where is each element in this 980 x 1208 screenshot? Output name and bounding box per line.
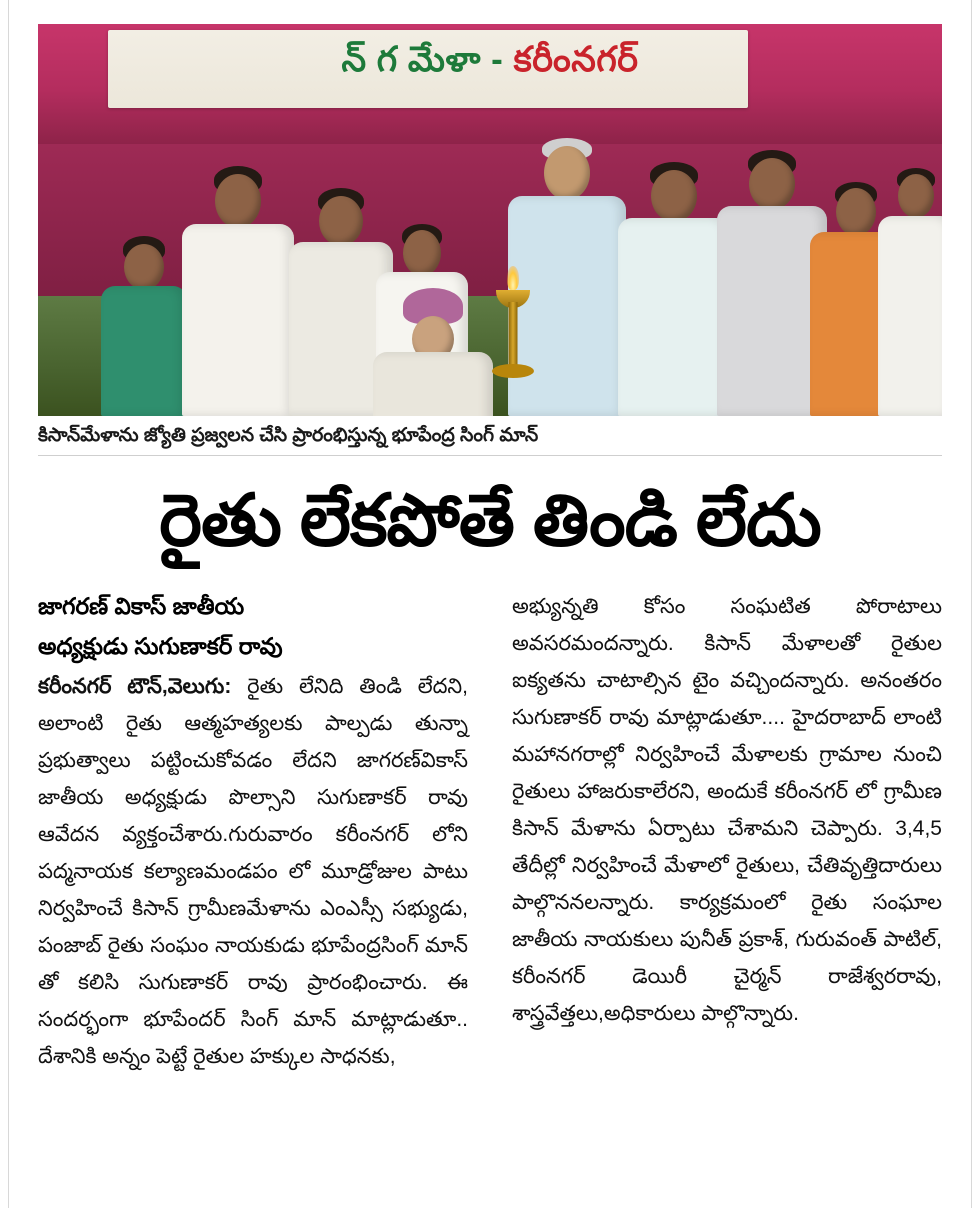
- headline: రైతు లేకపోతే తిండి లేదు: [159, 481, 821, 561]
- right-column-text: అభ్యున్నతి కోసం సంఘటిత పోరాటాలు అవసరమందన్నారు. కిసాన్ మేళాలతో రైతుల ఐక్యతను చాటాల్సిన టైం వచ్చిందన్నారు. అనంతరం సుగుణాకర్ రావు మాట్లాడుతూ.... హైదరాబాద్ లాంటి మహానగరాల్లో నిర్వహించే మేళాలకు గ్రామాల నుంచి రైతులు హాజరుకాలేరని, అందుకే కరీంనగర్ లో గ్రామీణ కిసాన్ మేళాను ఏర్పాటు చేశామని చెప్పారు. 3,4,5 తేదీల్లో నిర్వహించే మేళాలో రైతులు, చేతివృత్తిదారులు పాల్గొననలన్నారు. కార్యక్రమంలో రైతు సంఘాల జాతీయ నాయకులు పునీత్ ప్రకాశ్, గురువంత్ పాటిల్, కరీంనగర్ డెయిరీ చైర్మన్ రాజేశ్వరరావు, శాస్త్రవేత్తలు,అధికారులు పాల్గొన్నారు.: [512, 595, 942, 1025]
- article-photo: [38, 24, 942, 416]
- banner-text-red: కరీంనగర్: [513, 40, 639, 79]
- person-head: [319, 196, 363, 246]
- dateline: కరీంనగర్ టౌన్,వెలుగు:: [38, 675, 232, 698]
- person-head: [215, 174, 261, 228]
- photo-caption: కిసాన్‌మేళాను జ్యోతి ప్రజ్వలన చేసి ప్రారంభిస్తున్న భూపేంద్ర సింగ్ మాన్: [38, 425, 539, 446]
- kicker-line-2: అధ్యక్షుడు సుగుణాకర్ రావు: [38, 633, 283, 659]
- article-column-left: [38, 588, 468, 1075]
- person-head: [898, 174, 934, 218]
- page-rule-left: [8, 0, 9, 1208]
- person-body: [182, 224, 294, 416]
- left-column-body: [38, 668, 468, 1075]
- photo-person: [98, 166, 190, 416]
- photo-person: [178, 116, 298, 416]
- caption-divider: [38, 455, 942, 456]
- article-column-right: [512, 588, 942, 1075]
- person-head: [544, 146, 590, 200]
- person-head: [749, 158, 795, 210]
- photo-person-turban: [368, 176, 498, 416]
- article-columns: [38, 588, 942, 1075]
- photo-person: [876, 116, 942, 416]
- oil-lamp: [490, 258, 536, 378]
- lamp-flame: [507, 266, 519, 290]
- person-head: [124, 244, 164, 290]
- person-head: [651, 170, 697, 222]
- lamp-stem: [509, 302, 518, 368]
- person-head: [836, 188, 876, 236]
- left-column-text: రైతు లేనిది తిండి లేదని, అలాంటి రైతు ఆత్మహత్యలకు పాల్పడు తున్నా ప్రభుత్వాలు పట్టించుకోవడం లేదని జాగరణ్‌వికాస్ జాతీయ అధ్యక్షుడు పొల్సాని సుగుణాకర్ రావు ఆవేదన వ్యక్తంచేశారు.గురువారం కరీంనగర్ లోని పద్మనాయక కల్యాణమండపం లో మూడ్రోజుల పాటు నిర్వహించే కిసాన్ గ్రామీణమేళాను ఎంఎస్సీ సభ్యుడు, పంజాబ్ రైతు సంఘం నాయకుడు భూపేంద్రసింగ్ మాన్ తో కలిసి సుగుణాకర్ రావు ప్రారంభించారు. ఈ సందర్భంగా భూపేందర్ సింగ్ మాన్ మాట్లాడుతూ.. దేశానికి అన్నం పెట్టే రైతుల హక్కుల సాధనకు,: [38, 675, 468, 1068]
- person-body: [101, 286, 187, 416]
- article-container: [38, 24, 942, 1075]
- banner-text-green: న్ గ మేళా -: [341, 40, 514, 79]
- person-body: [373, 352, 493, 416]
- person-body: [878, 216, 942, 416]
- kicker-line-1: జాగరణ్ వికాస్ జాతీయ: [38, 593, 245, 619]
- lamp-stand: [492, 364, 534, 378]
- page-rule-right: [971, 0, 972, 1208]
